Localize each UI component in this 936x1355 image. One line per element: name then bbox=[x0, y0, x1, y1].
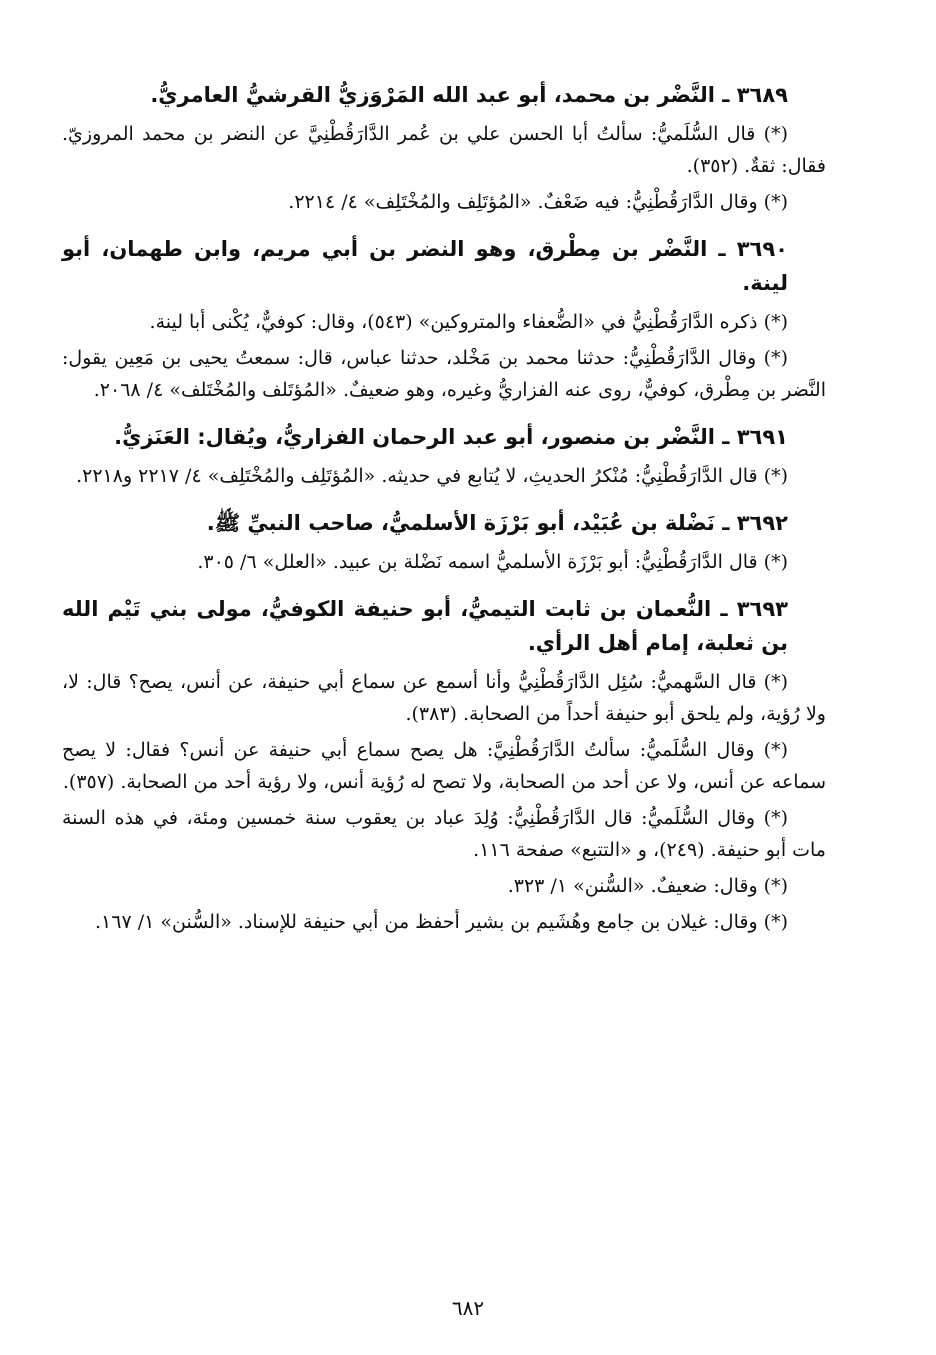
entry-heading: ٣٦٩١ ـ النَّضْر بن منصور، أبو عبد الرحمان الفزاريُّ، ويُقال: العَنَزيُّ. bbox=[114, 425, 788, 449]
entry-3689 bbox=[62, 78, 826, 218]
entry-heading: ٣٦٩٢ ـ نَضْلة بن عُبَيْد، أبو بَرْزَة الأسلميُّ، صاحب النبيِّ ﷺ. bbox=[206, 511, 788, 535]
entry-paragraph: (*) قال الدَّارَقُطْنِيُّ: أبو بَرْزَة الأسلميُّ اسمه نَضْلة بن عبيد. «العلل» ٦/ ٣٠٥. bbox=[197, 551, 788, 573]
entry-paragraph: (*) قال الدَّارَقُطْنِيُّ: مُنْكرُ الحديثِ، لا يُتابع في حديثه. «المُؤتَلِف والمُخْتَلِف» ٤/ ٢٢١٧ و٢٢١٨. bbox=[76, 465, 788, 487]
entry-heading: ٣٦٩٠ ـ النَّضْر بن مِطْرق، وهو النضر بن أبي مريم، وابن طهمان، أبو لينة. bbox=[62, 237, 788, 295]
page-number: ٦٨٢ bbox=[451, 1296, 485, 1320]
entry-paragraph: (*) وقال: غيلان بن جامع وهُشَيم بن بشير أحفظ من أبي حنيفة للإسناد. «السُّنن» ١/ ١٦٧. bbox=[95, 911, 788, 933]
entry-paragraph: (*) قال السُّلَميُّ: سألتُ أبا الحسن علي بن عُمر الدَّارَقُطْنِيَّ عن النضر بن محمد المروزيّ. فقال: ثقةٌ. (٣٥٢). bbox=[62, 123, 826, 177]
entry-paragraph: (*) ذكره الدَّارَقُطْنِيُّ في «الضُّعفاء والمتروكين» (٥٤٣)، وقال: كوفيٌّ، يُكْنى أبا لينة. bbox=[149, 311, 788, 333]
entry-paragraph: (*) وقال السُّلَميُّ: قال الدَّارَقُطْنِيُّ: وُلِدَ عباد بن يعقوب سنة خمسين ومئة، في هذه السنة مات أبو حنيفة. (٢٤٩)، و «التتبع» صفحة ١١٦. bbox=[62, 807, 826, 861]
entry-3691 bbox=[62, 420, 826, 492]
entry-paragraph: (*) قال السَّهميُّ: سُئِل الدَّارَقُطْنِيُّ وأنا أسمع عن سماع أبي حنيفة، عن أنس، يصح؟ قال: لا، ولا رُؤية، ولم يلحق أبو حنيفة أحداً من الصحابة. (٣٨٣). bbox=[62, 671, 826, 725]
entry-3692 bbox=[62, 506, 826, 578]
entry-3690 bbox=[62, 232, 826, 406]
page-body bbox=[62, 78, 826, 942]
entry-paragraph: (*) وقال الدَّارَقُطْنِيُّ: فيه ضَعْفٌ. «المُؤتَلِف والمُخْتَلِف» ٤/ ٢٢١٤. bbox=[288, 191, 788, 213]
entry-heading: ٣٦٨٩ ـ النَّضْر بن محمد، أبو عبد الله المَرْوَزيُّ القرشيُّ العامريُّ. bbox=[150, 83, 788, 107]
entry-paragraph: (*) وقال السُّلَميُّ: سألتُ الدَّارَقُطْنِيَّ: هل يصح سماع أبي حنيفة عن أنس؟ فقال: لا يصح سماعه عن أنس، ولا عن أحد من الصحابة، ولا تصح له رُؤية أنس، ولا رؤية أحد من الصحابة. (٣٥٧). bbox=[62, 739, 826, 793]
entry-paragraph: (*) وقال الدَّارَقُطْنِيُّ: حدثنا محمد بن مَخْلد، حدثنا عباس، قال: سمعتُ يحيى بن مَعِين يقول: النَّضر بن مِطْرق، كوفيٌّ، روى عنه الفزاريُّ وغيره، وهو ضعيفٌ. «المُؤتَلف والمُخْتَلف» ٤/ ٢٠٦٨. bbox=[62, 347, 826, 401]
entry-heading: ٣٦٩٣ ـ النُّعمان بن ثابت التيميُّ، أبو حنيفة الكوفيُّ، مولى بني تَيْم الله بن ثعلبة، إمام أهل الرأي. bbox=[62, 597, 788, 655]
entry-paragraph: (*) وقال: ضعيفٌ. «السُّنن» ١/ ٣٢٣. bbox=[507, 875, 788, 897]
entry-3693 bbox=[62, 592, 826, 938]
